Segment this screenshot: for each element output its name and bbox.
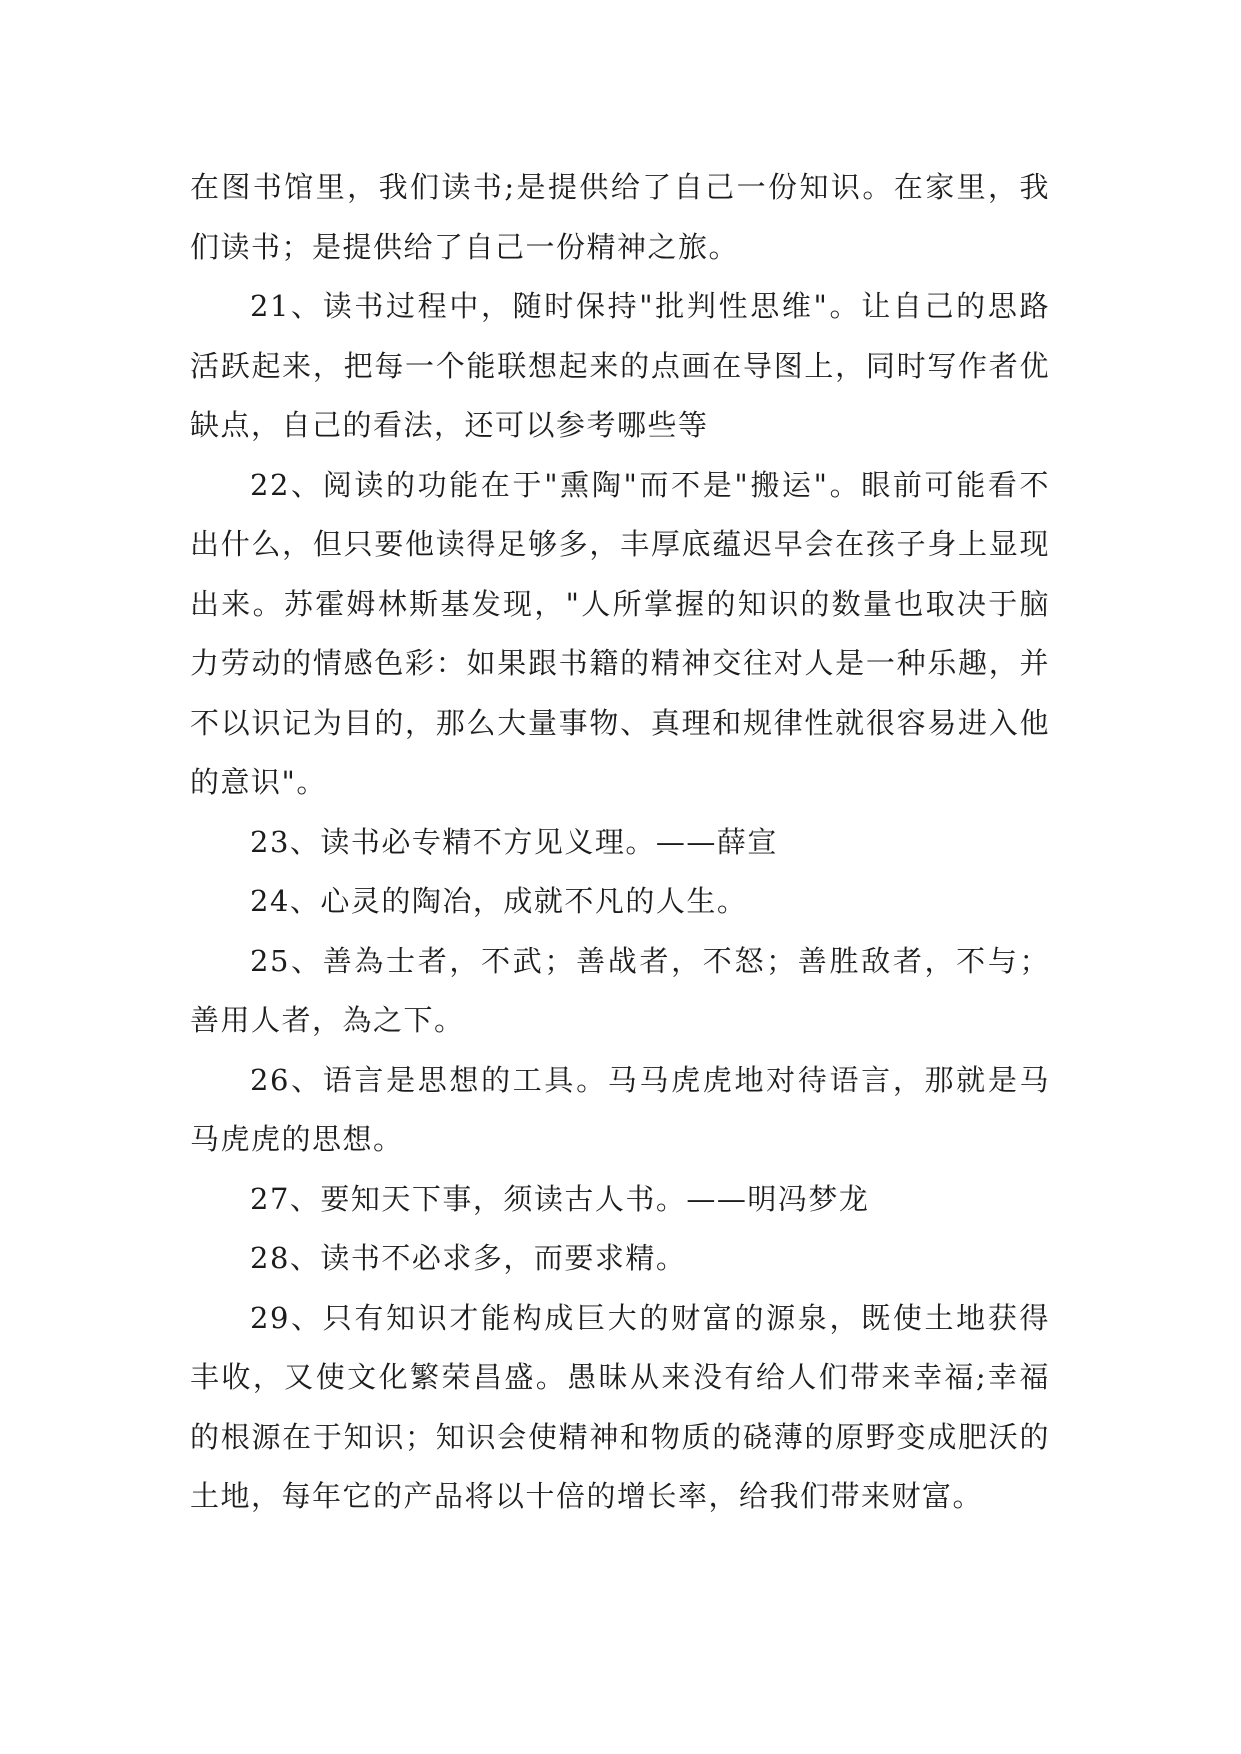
paragraph-23: 23、读书必专精不方见义理。——薛宣 (250, 824, 778, 859)
paragraph-continuation: 在图书馆里，我们读书;是提供给了自己一份知识。在家里，我们读书；是提供给了自己一份精神之旅。 (190, 170, 1050, 264)
paragraph-24: 24、心灵的陶冶，成就不凡的人生。 (250, 884, 748, 918)
paragraph-26: 26、语言是思想的工具。马马虎虎地对待语言，那就是马马虎虎的思想。 (190, 1062, 1050, 1156)
paragraph-29: 29、只有知识才能构成巨大的财富的源泉，既使土地获得丰收，又使文化繁荣昌盛。愚昧从来没有给人们带来幸福;幸福的根源在于知识；知识会使精神和物质的硗薄的原野变成肥沃的土地，每年它的产品将以十倍的增长率，给我们带来财富。 (190, 1300, 1050, 1513)
paragraph-28: 28、读书不必求多，而要求精。 (250, 1241, 687, 1275)
paragraph-27: 27、要知天下事，须读古人书。——明冯梦龙 (250, 1181, 870, 1216)
paragraph-21: 21、读书过程中，随时保持"批判性思维"。让自己的思路活跃起来，把每一个能联想起来的点画在导图上，同时写作者优缺点，自己的看法，还可以参考哪些等 (190, 289, 1050, 442)
document-body (190, 158, 1050, 1527)
paragraph-22: 22、阅读的功能在于"熏陶"而不是"搬运"。眼前可能看不出什么，但只要他读得足够多，丰厚底蕴迟早会在孩子身上显现出来。苏霍姆林斯基发现，"人所掌握的知识的数量也取决于脑力劳动的情感色彩：如果跟书籍的精神交往对人是一种乐趣，并不以识记为目的，那么大量事物、真理和规律性就很容易进入他的意识"。 (190, 467, 1050, 799)
paragraph-25: 25、善為士者，不武；善战者，不怒；善胜敌者，不与；善用人者，為之下。 (190, 943, 1050, 1037)
